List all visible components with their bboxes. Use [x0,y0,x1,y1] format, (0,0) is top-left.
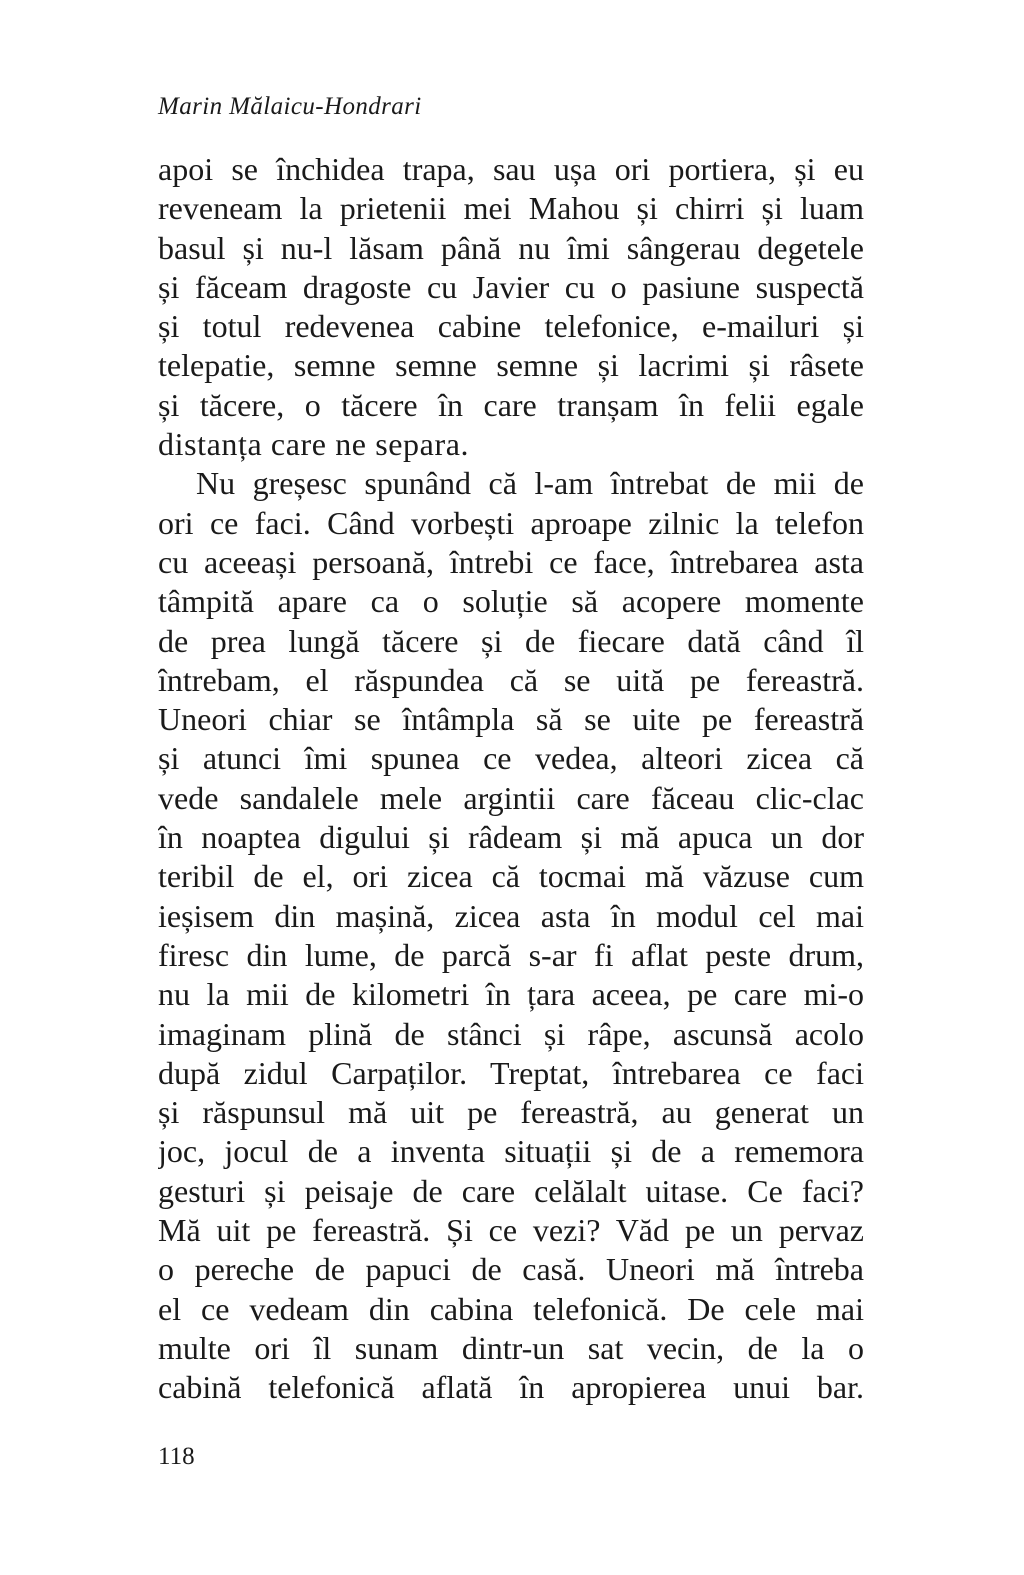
text-line: tâmpită apare ca o soluție să acopere momente [158,583,864,620]
text-line: întrebam, el răspundea că se uită pe fereastră. [158,661,864,698]
text-line: și atunci îmi spunea ce vedea, alteori zicea că [158,740,864,777]
text-line: ori ce faci. Când vorbești aproape zilnic la telefon [158,504,864,541]
paragraph-1 [158,150,864,464]
text-line: distanța care ne separa. [158,426,470,463]
page-number: 118 [158,1443,195,1470]
text-line: cu aceeași persoană, întrebi ce face, întrebarea asta [158,543,864,580]
text-line: firesc din lume, de parcă s-ar fi aflat peste drum, [158,936,864,973]
text-line: teribil de el, ori zicea că tocmai mă văzuse cum [158,858,864,895]
text-line: în noaptea digului și râdeam și mă apuca un dor [158,819,864,856]
text-line: basul și nu-l lăsam până nu îmi sângerau degetele [158,229,864,266]
text-line: apoi se închidea trapa, sau ușa ori portiera, și eu [158,151,864,187]
text-line: cabină telefonică aflată în apropierea unui bar. [158,1369,864,1406]
text-line: telepatie, semne semne semne și lacrimi și râsete [158,347,864,384]
text-line: o pereche de papuci de casă. Uneori mă întreba [158,1251,864,1288]
text-line: de prea lungă tăcere și de fiecare dată când îl [158,622,864,659]
text-line: ieșisem din mașină, zicea asta în modul cel mai [158,897,864,934]
text-line: multe ori îl sunam dintr-un sat vecin, de la o [158,1329,864,1366]
text-line: joc, jocul de a inventa situații și de a rememora [158,1133,864,1170]
text-line: imaginam plină de stânci și râpe, ascunsă acolo [158,1015,864,1052]
text-line: după zidul Carpaților. Treptat, întrebarea ce faci [158,1054,864,1091]
paragraph-2 [158,464,864,1407]
text-line: și răspunsul mă uit pe fereastră, au generat un [158,1094,864,1131]
text-line: și totul redevenea cabine telefonice, e-mailuri și [158,308,864,345]
text-line: vede sandalele mele argintii care făceau clic-clac [158,779,864,816]
body-text [158,150,864,1408]
text-line: Mă uit pe fereastră. Și ce vezi? Văd pe un pervaz [158,1212,864,1249]
text-line: Uneori chiar se întâmpla să se uite pe fereastră [158,701,864,738]
text-line: și făceam dragoste cu Javier cu o pasiune suspectă [158,268,864,305]
text-line: gesturi și peisaje de care celălalt uitase. Ce faci? [158,1172,864,1209]
text-line: reveneam la prietenii mei Mahou și chirri și luam [158,190,864,227]
text-line: el ce vedeam din cabina telefonică. De cele mai [158,1290,864,1327]
text-line: Nu greșesc spunând că l-am întrebat de mii de [196,465,864,502]
text-line: și tăcere, o tăcere în care tranșam în felii egale [158,386,864,423]
running-header-author: Marin Mălaicu-Hondrari [158,93,422,120]
text-line: nu la mii de kilometri în țara aceea, pe care mi-o [158,976,864,1013]
